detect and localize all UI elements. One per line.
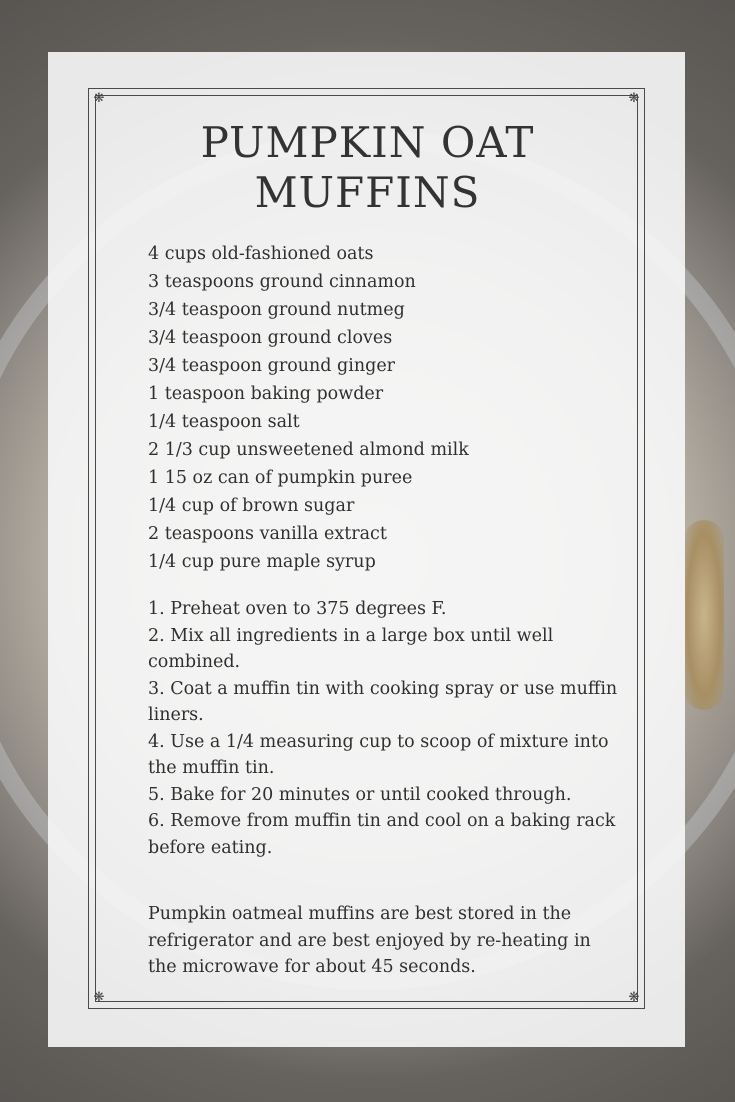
corner-ornament-icon: ❋ xyxy=(628,91,640,106)
instruction-step: 6. Remove from muffin tin and cool on a baking rack before eating. xyxy=(148,811,616,858)
ingredient-item: 2 teaspoons vanilla extract xyxy=(148,524,387,544)
corner-ornament-icon: ❋ xyxy=(93,990,105,1005)
corner-ornament-icon: ❋ xyxy=(93,91,105,106)
storage-note: Pumpkin oatmeal muffins are best stored in the refrigerator and are best enjoyed by re-heating in the microwave for about 45 seconds. xyxy=(148,904,591,977)
ingredient-item: 3/4 teaspoon ground ginger xyxy=(148,356,396,376)
recipe-title: PUMPKIN OAT MUFFINS xyxy=(200,118,535,217)
ingredient-item: 1/4 cup pure maple syrup xyxy=(148,552,376,572)
oats-edge xyxy=(684,520,724,710)
ingredient-item: 3 teaspoons ground cinnamon xyxy=(148,272,416,292)
ingredient-item: 3/4 teaspoon ground nutmeg xyxy=(148,300,405,320)
instruction-step: 3. Coat a muffin tin with cooking spray or use muffin liners. xyxy=(148,678,618,725)
ingredient-item: 1 teaspoon baking powder xyxy=(148,384,384,404)
ingredient-item: 1/4 cup of brown sugar xyxy=(148,496,355,516)
instruction-step: 2. Mix all ingredients in a large box until well combined. xyxy=(148,625,554,672)
ingredient-item: 1/4 teaspoon salt xyxy=(148,412,300,432)
ingredient-list xyxy=(148,240,618,576)
corner-ornament-icon: ❋ xyxy=(628,990,640,1005)
instruction-step: 1. Preheat oven to 375 degrees F. xyxy=(148,599,447,619)
ingredient-item: 4 cups old-fashioned oats xyxy=(148,244,374,264)
ingredient-item: 3/4 teaspoon ground cloves xyxy=(148,328,393,348)
instruction-step: 5. Bake for 20 minutes or until cooked through. xyxy=(148,784,572,805)
ingredient-item: 1 15 oz can of pumpkin puree xyxy=(148,468,413,488)
ingredient-item: 2 1/3 cup unsweetened almond milk xyxy=(148,440,469,460)
instruction-step: 4. Use a 1/4 measuring cup to scoop of mixture into the muffin tin. xyxy=(148,731,609,778)
instruction-list xyxy=(148,596,618,861)
